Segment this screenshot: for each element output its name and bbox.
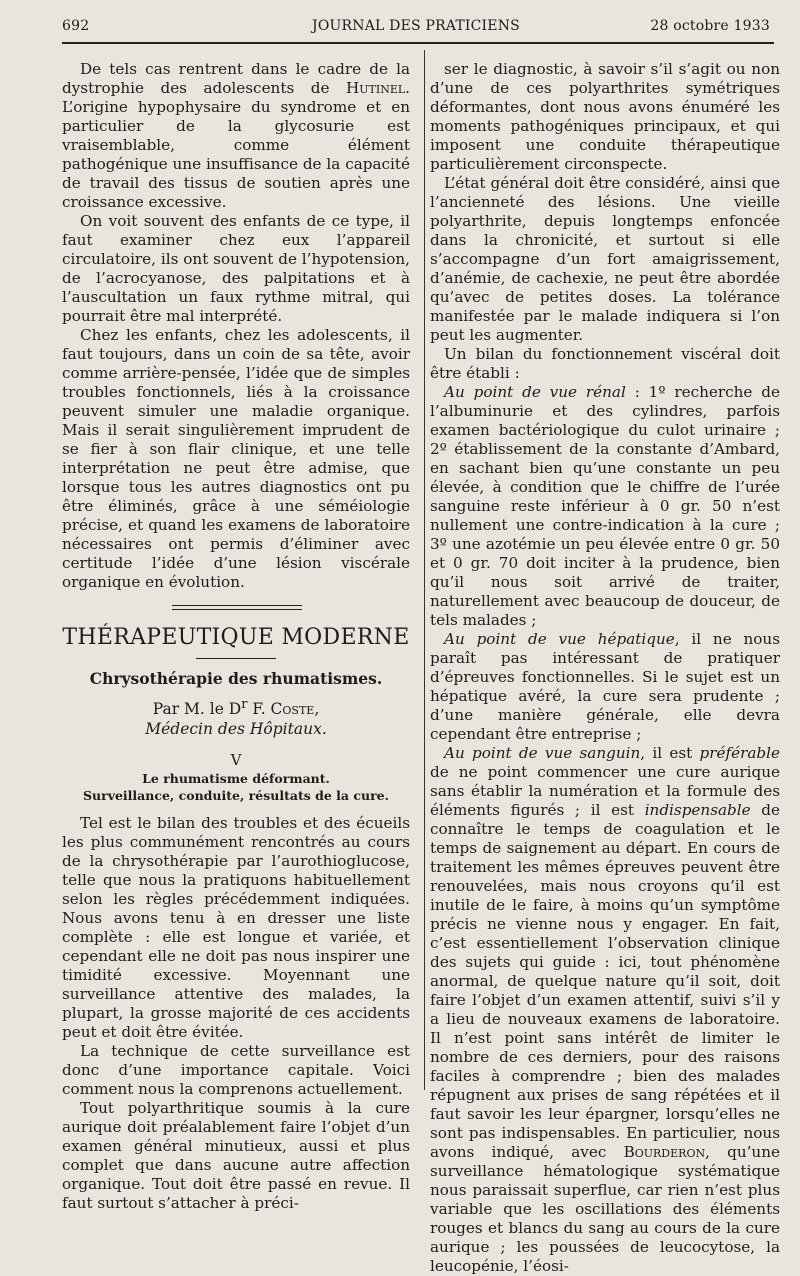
paragraph: Au point de vue sanguin, il est préférable de ne point commencer une cure aurique sans établir la numération et la formule des éléments figurés ; il est indispensable de connaître le temps de coagulation et le temps de saignement au départ. En cours de traitement les mêmes épreuves peuvent être renouvelées, mais nous croyons qu’il est inutile de le faire, à moins qu’un symptôme précis ne vienne nous y engager. En fait, c’est essentiellement l’observation clinique des sujets qui guide : ici, tout phénomène anormal, de quelque nature qu’il soit, doit faire l’objet d’un examen attentif, suivi s’il y a lieu de nouveaux examens de laboratoire. Il n’est point sans intérêt de limiter le nombre de ces derniers, pour des raisons faciles à comprendre ; bien des malades répugnent aux prises de sang répétées et il faut savoir les leur épargner, lorsqu’elles ne sont pas indispensables. En particulier, nous avons indiqué, avec Bourderon, qu’une surveillance hématologique systématique nous paraissait superflue, car rien n’est plus variable que les oscillations des éléments rouges et blancs du sang au cours de la cure aurique ; les poussées de leucocytose, la leucopénie, l’éosi- — [430, 744, 780, 1275]
subtitle: Le rhumatisme déformant. — [142, 771, 330, 787]
section-title: THÉRAPEUTIQUE MODERNE — [62, 625, 410, 650]
paragraph: Au point de vue hépatique, il ne nous paraît pas intéressant de pratiquer d’épreuves fonctionnelles. Si le sujet est un hépatique avéré, la cure sera prudente ; d’une manière générale, elle devra cependant être entreprise ; — [430, 630, 781, 743]
paragraph: De tels cas rentrent dans le cadre de la dystrophie des adolescents de Hutinel. L’origine hypophysaire du syndrome et en particulier de la glycosurie est vraisemblable, comme élément pathogénique une insuffisance de la capacité de travail des tissus de soutien après une croissance excessive. — [62, 60, 410, 211]
right-column — [430, 60, 780, 1276]
left-column — [62, 60, 410, 1213]
author-name: Bourderon — [623, 1143, 706, 1161]
byline: Par M. le $D^r$ F. Coste, — [152, 697, 320, 719]
paragraph: Un bilan du fonctionnement viscéral doit être établi : — [430, 345, 780, 382]
paragraph: Tout polyarthritique soumis à la cure aurique doit préalablement faire l’objet d’un examen général minutieux, aussi et plus complet que dans aucune autre affection organique. Tout doit être passé en revue. Il faut surtout s’attacher à préci- — [62, 1099, 410, 1213]
paragraph: La technique de cette surveillance est donc d’une importance capitale. Voici comment nous la comprenons actuellement. — [62, 1042, 410, 1099]
paragraph: ser le diagnostic, à savoir s’il s’agit ou non d’une de ces polyarthrites symétriques déformantes, dont nous avons énuméré les moments pathogéniques principaux, et qui imposent une conduite thérapeutique particulièrement circonspecte. — [430, 60, 780, 173]
part-numeral: V — [230, 751, 242, 770]
header-rule — [62, 42, 774, 44]
running-header — [62, 18, 770, 40]
subtitle: Surveillance, conduite, résultats de la cure. — [83, 788, 389, 804]
paragraph: Chez les enfants, chez les adolescents, il faut toujours, dans un coin de sa tête, avoir comme arrière-pensée, l’idée que de simples troubles fonctionnels, liés à la croissance peuvent simuler une maladie organique. Mais il serait singulièrement imprudent de se fier à son flair clinique, et une telle interprétation ne peut être admise, que lorsque tous les autres diagnostics ont pu être éliminés, grâce à une séméiologie précise, et quand les examens de laboratoire nécessaires ont permis d’éliminer avec certitude l’idée d’une lésion viscérale organique en évolution. — [62, 326, 410, 591]
paragraph: Au point de vue rénal : 1º recherche de l’albuminurie et des cylindres, parfois examen bactériologique du culot urinaire ; 2º établissement de la constante d’Ambard, en sachant bien qu’une constante un peu élevée, à condition que le chiffre de l’urée sanguine reste inférieur à 0 gr. 50 n’est nullement une contre-indication à la cure ; 3º une azotémie un peu élevée entre 0 gr. 50 et 0 gr. 70 doit inciter à la prudence, bien qu’il nous soit arrivé de traiter, naturellement avec beaucoup de douceur, de tels malades ; — [430, 383, 780, 629]
lead-phrase: Au point de vue sanguin — [444, 744, 641, 762]
author-name: F. Coste, — [252, 700, 320, 719]
paragraph: On voit souvent des enfants de ce type, il faut examiner chez eux l’appareil circulatoire, ils ont souvent de l’hypotension, de l’acrocyanose, des palpitations et à l’auscultation un faux rythme mitral, qui pourrait être mal interprété. — [62, 212, 410, 325]
paragraph: L’état général doit être considéré, ainsi que l’ancienneté des lésions. Une vieille polyarthrite, depuis longtemps enfoncée dans la chronicité, et surtout si elle s’accompagne d’un fort amaigrissement, d’anémie, de cachexie, ne peut être abordée qu’avec de petites doses. La tolérance manifestée par le malade indiquera si l’on peut les augmenter. — [430, 174, 780, 344]
article-title: Chrysothérapie des rhumatismes. — [89, 669, 383, 688]
issue-date: 28 octobre 1933 — [650, 18, 770, 34]
author-name: Hutinel — [346, 79, 406, 97]
lead-phrase: Au point de vue rénal — [444, 383, 626, 401]
section-rule — [196, 658, 276, 659]
section-separator — [62, 598, 410, 622]
lead-phrase: Au point de vue hépatique — [444, 630, 675, 648]
column-divider — [424, 50, 425, 1090]
journal-title: JOURNAL DES PRATICIENS — [312, 18, 520, 34]
paragraph: Tel est le bilan des troubles et des écueils les plus communément rencontrés au cours de la chrysothérapie par l’aurothioglucose, telle que nous la pratiquons habituellement selon les règles précédemment indiquées. Nous avons tenu à en dresser une liste complète : elle est longue et variée, et cependant elle ne doit pas nous inspirer une timidité excessive. Moyennant une surveillance attentive des malades, la plupart, la grosse majorité de ces accidents peut et doit être évitée. — [62, 814, 410, 1042]
page-number: 692 — [62, 18, 90, 34]
affiliation: Médecin des Hôpitaux. — [145, 720, 327, 739]
